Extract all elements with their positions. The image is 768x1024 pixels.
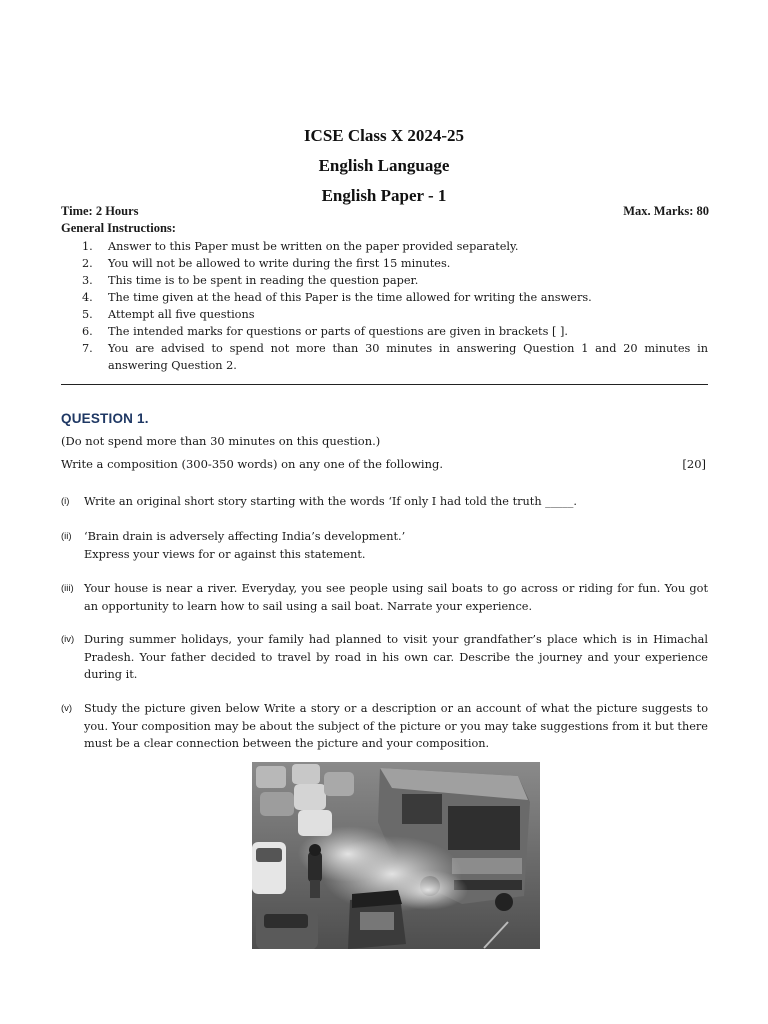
question-option (61, 528, 708, 563)
option-number: (iv) (61, 634, 75, 645)
question-time-note: (Do not spend more than 30 minutes on this question.) (61, 434, 381, 448)
option-text-continued: Express your views for or against this statement. (84, 547, 366, 561)
option-number: (i) (61, 496, 70, 507)
question-heading: QUESTION 1. (61, 411, 149, 426)
question-option (61, 580, 708, 615)
instruction-item: 2. You will not be allowed to write during the first 15 minutes. (82, 257, 451, 270)
option-text: ‘Brain drain is adversely affecting India’s development.’ (84, 530, 406, 543)
option-text: Study the picture given below Write a story or a description or an account of what the picture suggests to you. Your composition may be about the subject of the picture or you may take suggestions from it but there must be a clear connection between the picture and your composition. (84, 702, 708, 750)
question-prompt: Write a composition (300-350 words) on any one of the following. (61, 457, 444, 471)
instruction-item: 4. The time given at the head of this Paper is the time allowed for writing the answers. (82, 291, 592, 304)
instruction-item: 1. Answer to this Paper must be written on the paper provided separately. (82, 240, 519, 253)
section-divider (61, 384, 708, 385)
option-text: Your house is near a river. Everyday, you see people using sail boats to go across or riding for fun. You got an opportunity to learn how to sail using a sail boat. Narrate your experience. (84, 582, 708, 613)
instructions-list (80, 238, 708, 374)
time-allowed: Time: 2 Hours (61, 204, 139, 218)
max-marks: Max. Marks: 80 (623, 204, 709, 218)
question-option (61, 700, 708, 753)
paper-title-paper: English Paper - 1 (321, 186, 447, 205)
option-text: Write an original short story starting with the words ‘If only I had told the truth _____. (84, 495, 578, 508)
general-instructions-heading: General Instructions: (61, 221, 176, 235)
question-marks: [20] (682, 457, 706, 471)
option-number: (v) (61, 703, 73, 714)
option-text: During summer holidays, your family had planned to visit your grandfather’s place which is in Himachal Pradesh. Your father decided to travel by road in his own car. Describe the journey and your experience during it. (84, 633, 708, 681)
option-number: (iii) (61, 583, 74, 594)
question-option (61, 631, 708, 684)
paper-title-subject: English Language (318, 156, 450, 175)
instruction-item: 5. Attempt all five questions (82, 308, 255, 321)
question-option (61, 493, 708, 511)
instruction-item: 7. You are advised to spend not more than 30 minutes in answering Question 1 and 20 minutes in answering Question 2. (82, 342, 708, 372)
paper-title-block (0, 121, 768, 211)
street-bus-traffic-photo (252, 762, 540, 949)
paper-title-class: ICSE Class X 2024-25 (303, 126, 465, 145)
instruction-item: 3. This time is to be spent in reading the question paper. (82, 274, 419, 287)
option-number: (ii) (61, 531, 72, 542)
instruction-item: 6. The intended marks for questions or parts of questions are given in brackets [ ]. (82, 325, 568, 338)
